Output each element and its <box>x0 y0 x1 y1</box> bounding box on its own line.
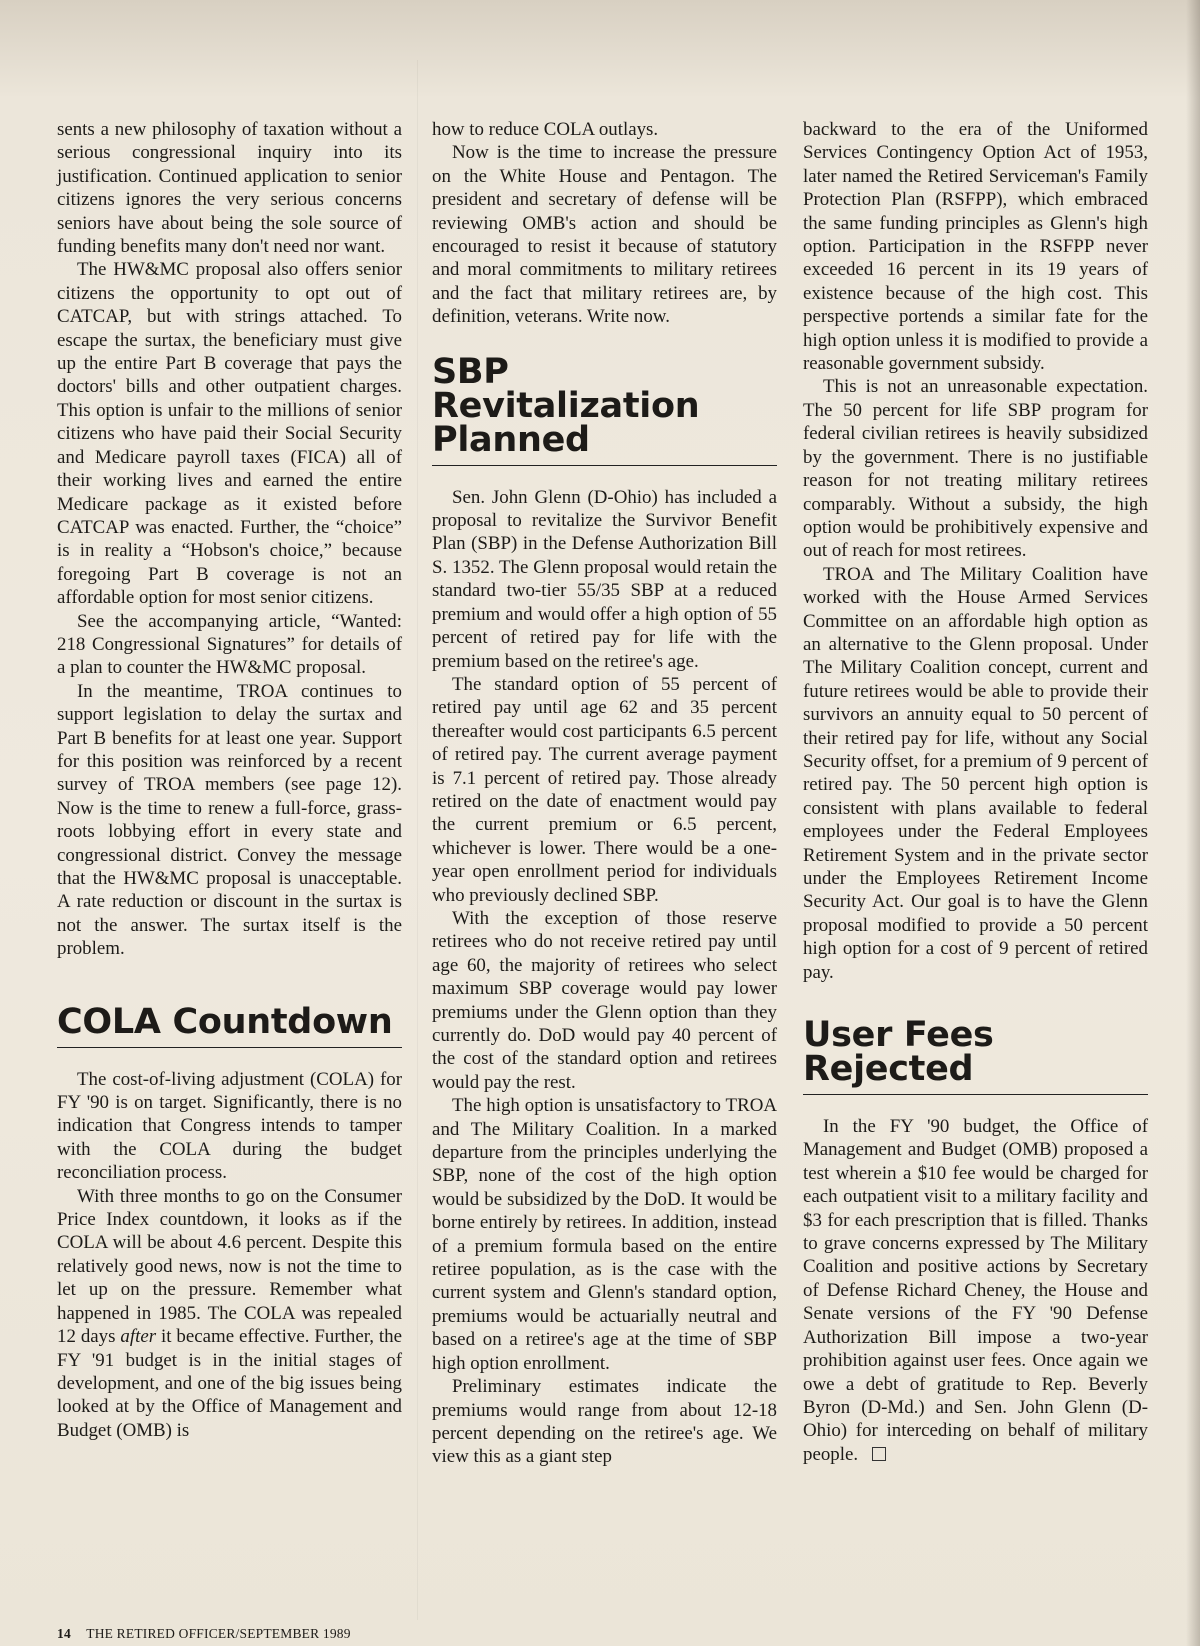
emphasis-text: after <box>120 1326 157 1348</box>
page-fold-line <box>417 60 418 1620</box>
paragraph <box>803 1115 1148 1466</box>
paragraph: sents a new philosophy of taxation without a serious congressional inquiry into its justification. Continued application to senior citizens ignores the very serious concerns seniors have about being the sole source of funding benefits many don't need nor want. <box>57 119 402 258</box>
column-1 <box>57 118 402 1442</box>
paragraph: With the exception of those reserve retirees who do not receive retired pay until age 60, the majority of retirees who select maximum SBP coverage would pay lower premiums under the Glenn option than they currently do. DoD would pay 40 percent of the cost of the standard option and retirees would pay the rest. <box>432 907 777 1093</box>
section-heading-cola-countdown: COLA Countdown <box>57 1005 402 1048</box>
paragraph: backward to the era of the Uniformed Services Contingency Option Act of 1953, later named the Retired Serviceman's Family Protection Plan (RSFPP), which embraced the same funding principles as Glenn's high option. Participation in the RSFPP never exceeded 16 percent in its 19 years of existence because of the high cost. This perspective portends a similar fate for the high option unless it is modified to provide a reasonable government subsidy. <box>803 119 1148 375</box>
page-footer <box>57 1626 351 1642</box>
paragraph: In the meantime, TROA continues to support legislation to delay the surtax and Part B benefits for at least one year. Support for this position was reinforced by a recent survey of TROA members (see page 12). Now is the time to renew a full-force, grass-roots lobbying effort in every state and congressional district. Convey the message that the HW&MC proposal is unacceptable. A rate reduction or discount in the surtax is not the answer. The surtax itself is the problem. <box>57 680 402 960</box>
paragraph: how to reduce COLA outlays. <box>432 119 659 140</box>
paragraph: The standard option of 55 percent of retired pay until age 62 and 35 percent thereafter would cost participants 6.5 percent of retired pay. The current average payment is 7.1 percent of retired pay. Those already retired on the date of enactment would pay the current premium or 6.5 percent, whichever is lower. There would be a one-year open enrollment period for individuals who previously declined SBP. <box>432 673 777 906</box>
paragraph: This is not an unreasonable expectation. The 50 percent for life SBP program for federal civilian retirees is heavily subsidized by the government. There is no justifiable reason for not treating military retirees comparably. Without a subsidy, the high option would be prohibitively expensive and out of reach for most retirees. <box>803 376 1148 562</box>
paragraph: The HW&MC proposal also offers senior citizens the opportunity to opt out of CATCAP, but with strings attached. To escape the surtax, the beneficiary must give up the entire Part B coverage that pays the doctors' bills and other outpatient charges. This option is unfair to the millions of senior citizens who have paid their Social Security and Medicare payroll taxes (FICA) all of their working lives and earned the entire Medicare package as it existed before CATCAP was enacted. Further, the “choice” is in reality a “Hobson's choice,” because foregoing Part B coverage is not an affordable option for most senior citizens. <box>57 259 402 609</box>
page-edge-shadow <box>1186 0 1200 1646</box>
publication-line: THE RETIRED OFFICER/SEPTEMBER 1989 <box>86 1626 351 1641</box>
paragraph-text: With three months to go on the Consumer Price Index countdown, it looks as if the COLA will be about 4.6 percent. Despite this relatively good news, now is not the time to let up on the pressure. Remember what happened in 1985. The COLA was repealed 12 days <box>57 1185 402 1348</box>
paragraph-text: In the FY '90 budget, the Office of Management and Budget (OMB) proposed a test wherein a $10 fee would be charged for each outpatient visit to a military facility and $3 for each prescription that is filled. Thanks to grave concerns expressed by The Military Coalition and positive actions by Secretary of Defense Richard Cheney, the House and Senate versions of the FY '90 Defense Authorization Bill impose a two-year prohibition against user fees. Once again we owe a debt of gratitude to Rep. Beverly Byron (D-Md.) and Sen. John Glenn (D-Ohio) for interceding on behalf of military people. <box>803 1116 1148 1465</box>
paragraph-text: it became effective. Further, the FY '91 budget is in the initial stages of development, and one of the big issues being looked at by the Office of Management and Budget (OMB) is <box>57 1326 403 1441</box>
paragraph: Preliminary estimates indicate the premiums would range from about 12-18 percent depending on the retiree's age. We view this as a giant step <box>432 1376 777 1468</box>
section-heading-sbp-revitalization: SBP Revitalization Planned <box>432 355 777 466</box>
paragraph: The high option is unsatisfactory to TROA and The Military Coalition. In a marked departure from the principles underlying the SBP, none of the cost of the high option would be subsidized by the DoD. It would be borne entirely by retirees. In addition, instead of a premium formula based on the entire retiree population, as is the case with the current system and Glenn's standard option, premiums would be actuarially neutral and based on a retiree's age at the time of SBP high option enrollment. <box>432 1095 777 1374</box>
paragraph <box>57 1185 402 1442</box>
paragraph: See the accompanying article, “Wanted: 218 Congressional Signatures” for details of a plan to counter the HW&MC proposal. <box>57 610 402 679</box>
paragraph: TROA and The Military Coalition have worked with the House Armed Services Committee on an affordable high option as an alternative to the Glenn proposal. Under The Military Coalition concept, current and future retirees would be able to provide their survivors an annuity equal to 50 percent of their retired pay for life, without any Social Security offset, for a premium of 9 percent of retired pay. The 50 percent high option is consistent with plans available to federal employees under the Federal Employees Retirement System and in the private sector under the Employees Retirement Income Security Act. Our goal is to have the Glenn proposal modified to provide a 50 percent high option for a cost of 9 percent of retired pay. <box>803 563 1148 983</box>
column-2 <box>432 118 777 1469</box>
column-3 <box>803 118 1148 1466</box>
end-of-article-icon <box>872 1447 886 1461</box>
paragraph: Sen. John Glenn (D-Ohio) has included a proposal to revitalize the Survivor Benefit Plan (SBP) in the Defense Authorization Bill S. 1352. The Glenn proposal would retain the standard two-tier 55/35 SBP at a reduced premium and would offer a high option of 55 percent of retired pay for life with the premium based on the retiree's age. <box>432 486 777 672</box>
paragraph: Now is the time to increase the pressure on the White House and Pentagon. The president and secretary of defense will be reviewing OMB's action and should be encouraged to resist it because of statutory and moral commitments to military retirees and the fact that military retirees are, by definition, veterans. Write now. <box>432 142 777 328</box>
page-number: 14 <box>57 1626 71 1641</box>
section-heading-user-fees: User Fees Rejected <box>803 1018 1148 1095</box>
paragraph: The cost-of-living adjustment (COLA) for FY '90 is on target. Significantly, there is no indication that Congress intends to tamper with the COLA during the budget reconciliation process. <box>57 1068 402 1184</box>
